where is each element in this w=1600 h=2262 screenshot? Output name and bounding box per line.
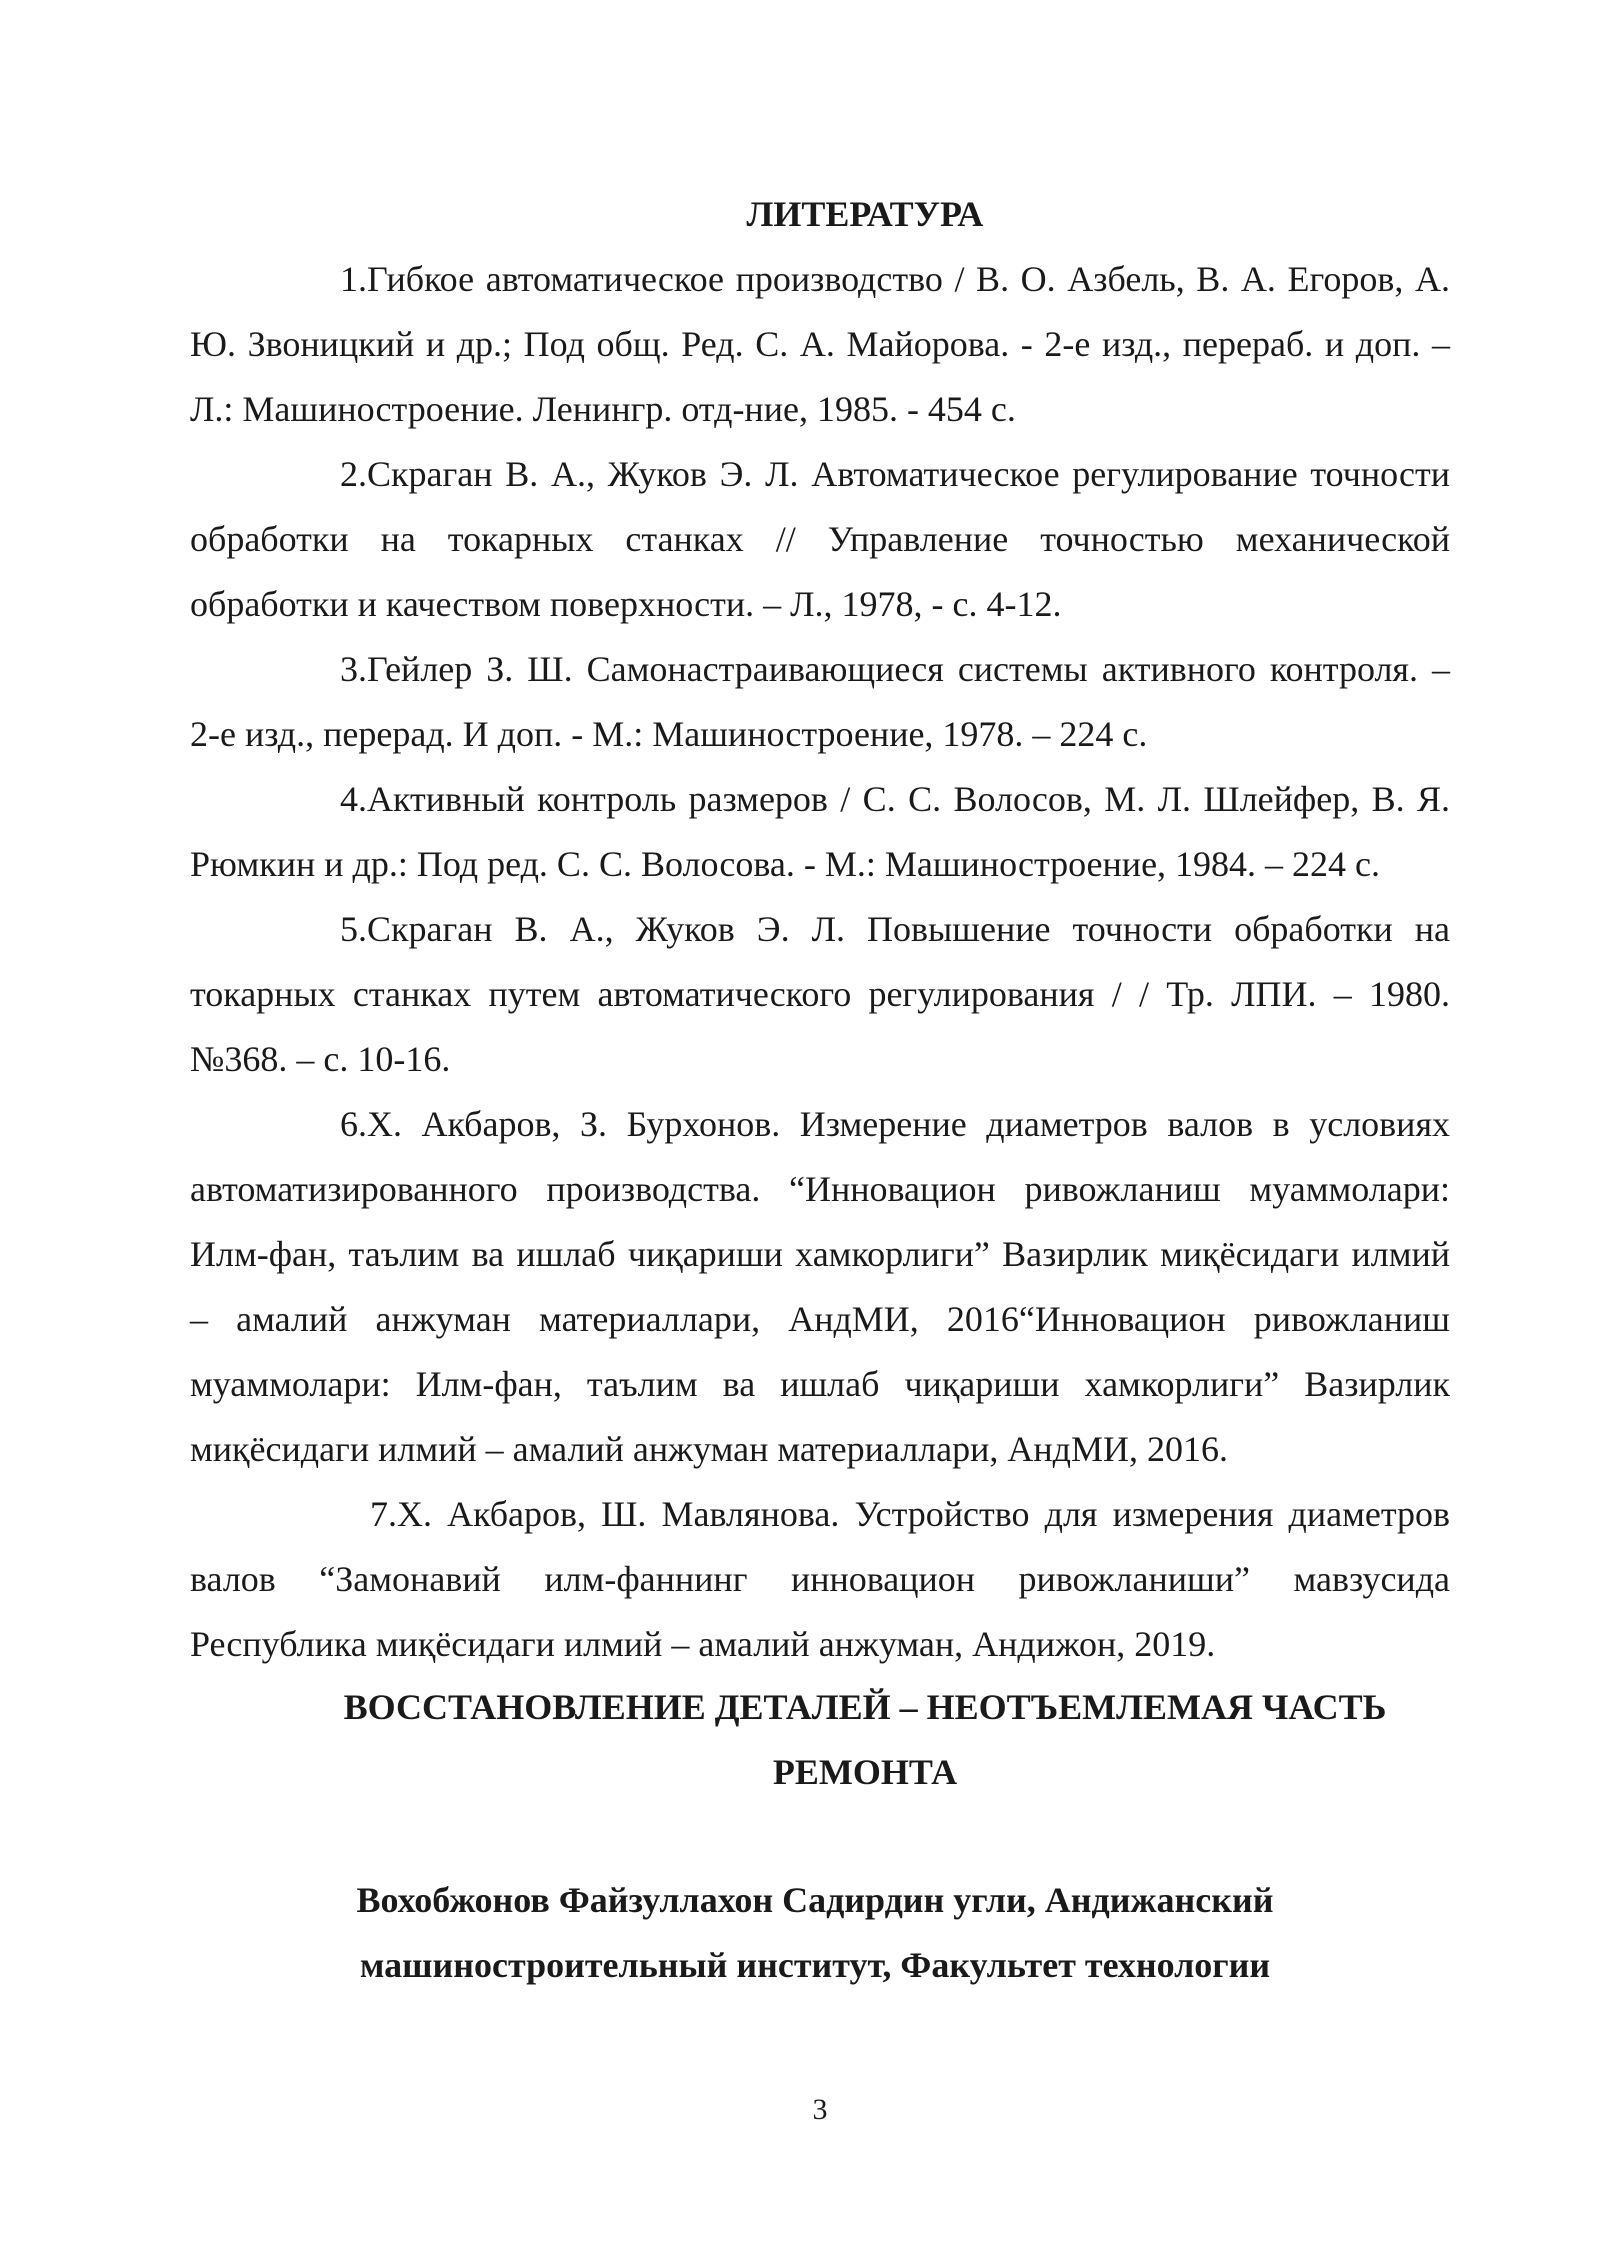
reference-text: Гейлер З. Ш. Самонастраивающиеся системы активного контроля. – 2-е изд., перерад. И доп. - М.: Машиностроение, 1978. – 224 с. <box>190 649 1450 754</box>
reference-text: Скраган В. А., Жуков Э. Л. Автоматическое регулирование точности обработки на токарных станках // Управление точностью механической обработки и качеством поверхности. – Л., 1978, - с. 4-12. <box>190 454 1450 624</box>
reference-item <box>190 637 1450 767</box>
reference-item <box>190 247 1450 442</box>
reference-list <box>190 247 1450 1677</box>
reference-number: 3. <box>340 649 367 689</box>
author-line-1: Вохобжонов Файзуллахон Садирдин угли, Андижанский <box>356 1880 1274 1920</box>
reference-item <box>190 1092 1450 1482</box>
author-affiliation <box>290 1868 1340 1998</box>
article-title-line-2: РЕМОНТА <box>772 1752 958 1792</box>
reference-text: Скраган В. А., Жуков Э. Л. Повышение точности обработки на токарных станках путем автоматического регулирования / / Тр. ЛПИ. – 1980. №368. – с. 10-16. <box>190 909 1450 1079</box>
page-number: 3 <box>812 2093 828 2126</box>
reference-item <box>190 767 1450 897</box>
reference-item <box>190 442 1450 637</box>
reference-number: 4. <box>340 779 367 819</box>
reference-number: 7. <box>370 1494 397 1534</box>
reference-text: Х. Акбаров, З. Бурхонов. Измерение диаметров валов в условиях автоматизированного производства. “Инновацион ривожланиш муаммолари: Илм-фан, таълим ва ишлаб чиқариши хамкорлиги” Вазирлик миқёсидаги илмий – амалий анжуман материаллари, АндМИ, 2016“Инновацион ривожланиш муаммолари: Илм-фан, таълим ва ишлаб чиқариши хамкорлиги” Вазирлик миқёсидаги илмий – амалий анжуман материаллари, АндМИ, 2016. <box>190 1104 1450 1469</box>
author-line-2: машиностроительный институт, Факультет технологии <box>359 1945 1271 1985</box>
literature-heading: ЛИТЕРАТУРА <box>746 194 984 234</box>
reference-number: 1. <box>340 259 367 299</box>
article-title-line-1: ВОССТАНОВЛЕНИЕ ДЕТАЛЕЙ – НЕОТЪЕМЛЕМАЯ ЧАСТЬ <box>343 1687 1387 1727</box>
reference-text: Гибкое автоматическое производство / В. О. Азбель, В. А. Егоров, А. Ю. Звоницкий и др.; Под общ. Ред. С. А. Майорова. - 2-е изд., перераб. и доп. – Л.: Машиностроение. Ленингр. отд-ние, 1985. - 454 с. <box>190 259 1450 429</box>
reference-number: 2. <box>340 454 367 494</box>
reference-item <box>190 1482 1450 1677</box>
article-title <box>290 1675 1440 1805</box>
reference-item <box>190 897 1450 1092</box>
reference-number: 6. <box>340 1104 367 1144</box>
reference-text: Х. Акбаров, Ш. Мавлянова. Устройство для измерения диаметров валов “Замонавий илм-фаннинг инновацион ривожланиши” мавзусида Республика миқёсидаги илмий – амалий анжуман, Андижон, 2019. <box>190 1494 1450 1664</box>
reference-text: Активный контроль размеров / С. С. Волосов, М. Л. Шлейфер, В. Я. Рюмкин и др.: Под ред. С. С. Волосова. - М.: Машиностроение, 1984. – 224 с. <box>190 779 1450 884</box>
reference-number: 5. <box>340 909 367 949</box>
